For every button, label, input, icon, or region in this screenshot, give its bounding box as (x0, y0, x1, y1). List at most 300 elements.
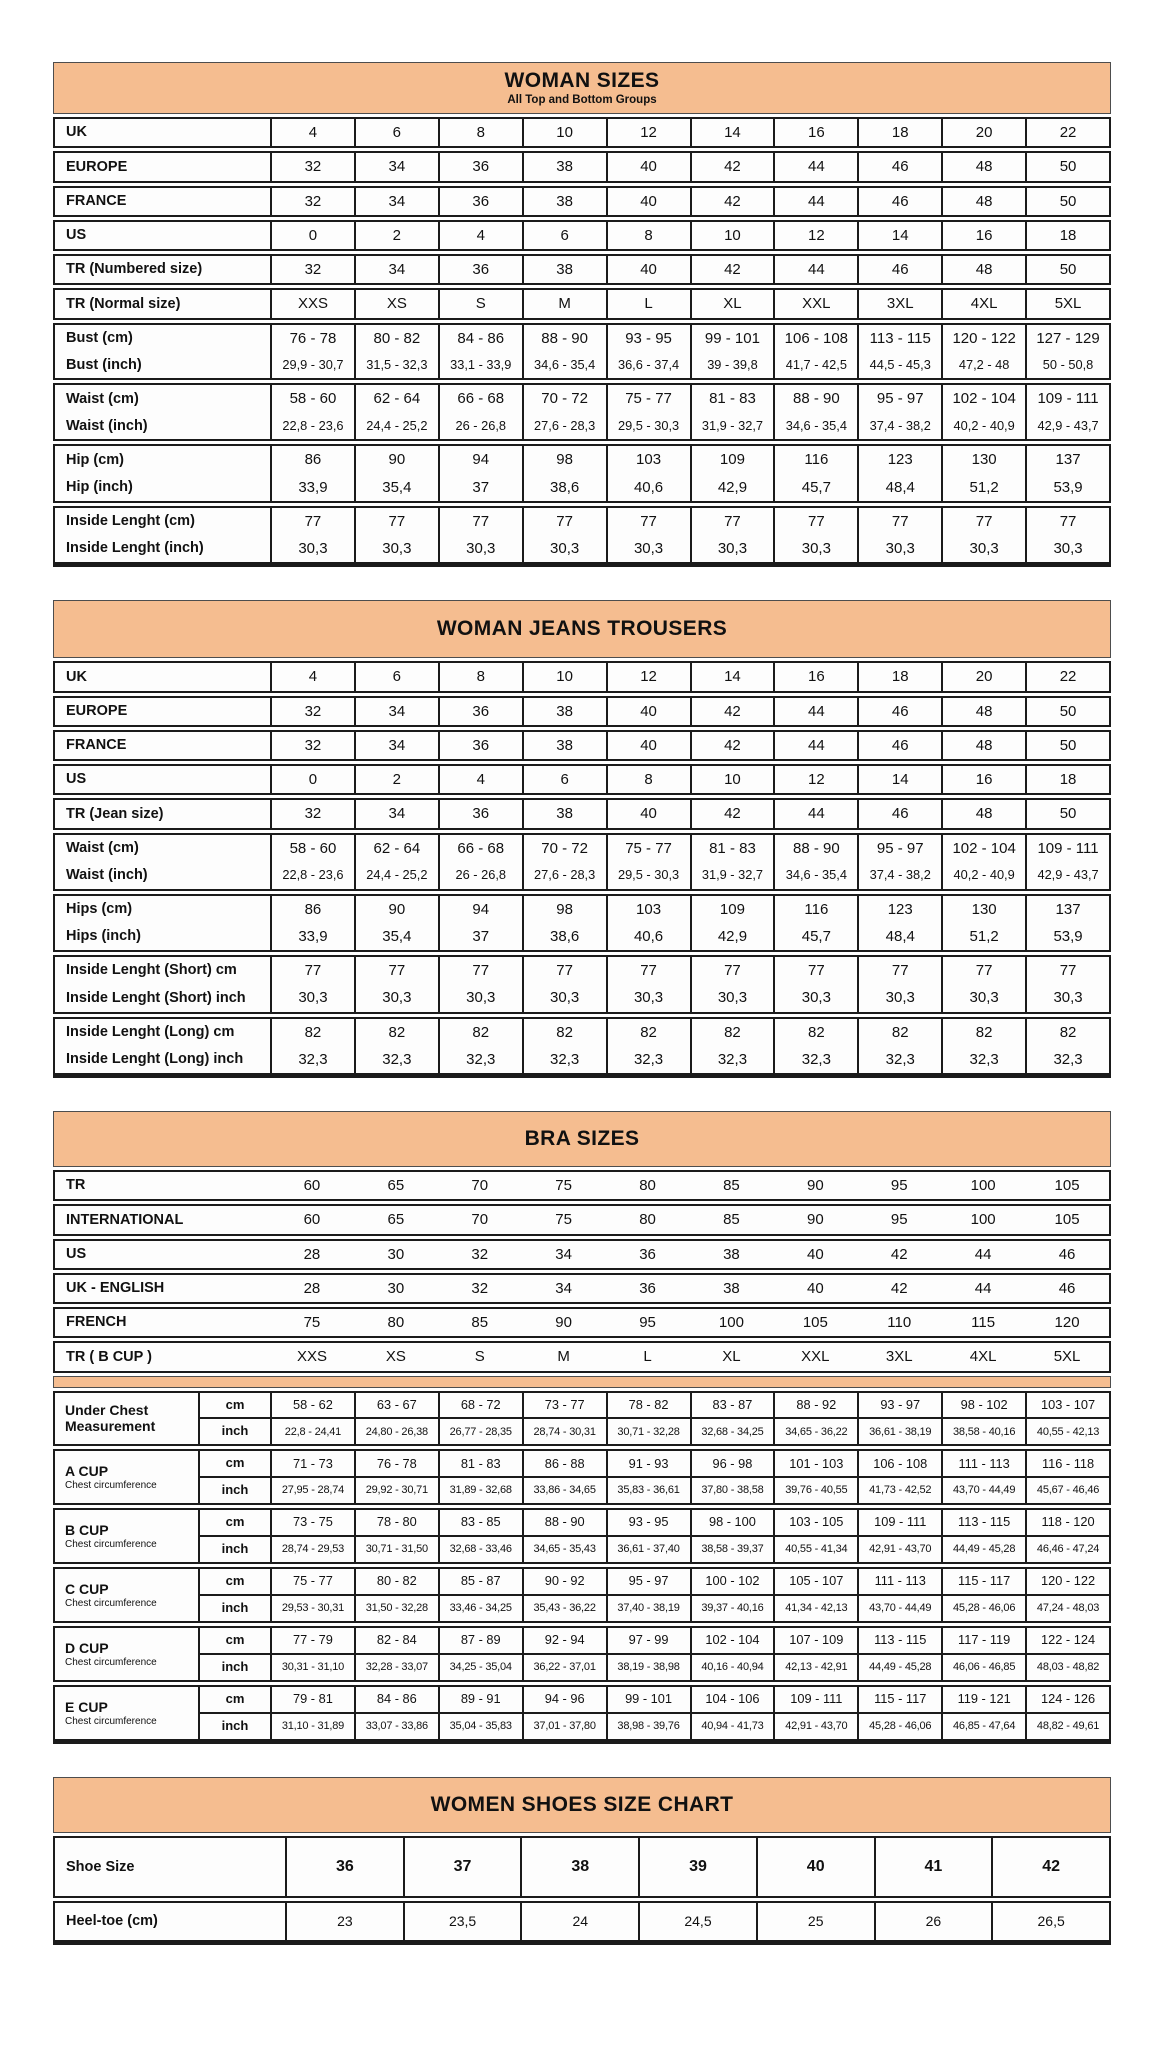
size-cell: 40,55 - 42,13 (1025, 1417, 1109, 1444)
table-rows (53, 1170, 1111, 1373)
size-cell: 32 (270, 732, 354, 759)
size-cell: 12 (606, 663, 690, 690)
size-cell: 116 (773, 446, 857, 473)
size-cell: S (474, 1348, 485, 1366)
size-cell: 130 (941, 446, 1025, 473)
size-cell: 109 (690, 446, 774, 473)
size-cell: 39 (638, 1838, 756, 1896)
table-row-group (53, 1307, 1111, 1338)
size-cell: 70 - 72 (522, 835, 606, 862)
size-cell: 44 (974, 1245, 992, 1263)
size-cell: 32,3 (438, 1046, 522, 1073)
size-cell: 37 (403, 1838, 521, 1896)
size-cell: 42,9 (690, 923, 774, 950)
size-cell: 42 (690, 800, 774, 827)
size-cell: 16 (773, 119, 857, 146)
size-cell: 46,46 - 47,24 (1025, 1535, 1109, 1562)
size-cell: 76 - 78 (354, 1451, 438, 1476)
row-label: US (66, 1245, 87, 1262)
size-cell: 42 (690, 188, 774, 215)
size-cell: 71 - 73 (270, 1451, 354, 1476)
size-cell: 30,3 (857, 984, 941, 1011)
row-label: Waist (inch) (66, 866, 148, 883)
cup-label (55, 1451, 198, 1503)
size-cell: 31,9 - 32,7 (690, 413, 774, 440)
size-cell: 110 (887, 1314, 912, 1332)
size-cell: 10 (690, 766, 774, 793)
cup-label (55, 1393, 198, 1445)
size-cell: 36 (639, 1279, 656, 1297)
size-cell: 42 (890, 1279, 908, 1297)
size-cell: 109 - 111 (857, 1510, 941, 1535)
row-label: UK (66, 668, 87, 685)
row-label: UK - ENGLISH (66, 1280, 165, 1297)
size-cell: 104 - 106 (690, 1687, 774, 1712)
size-cell: 24,5 (638, 1903, 756, 1940)
size-cell: 22,8 - 23,6 (270, 413, 354, 440)
size-cell: 77 (857, 508, 941, 535)
size-cell: 80 - 82 (354, 325, 438, 352)
size-cell: 77 (1025, 508, 1109, 535)
size-cell: 37 (438, 474, 522, 501)
size-cell: XL (690, 290, 774, 317)
size-cell: 30,3 (270, 984, 354, 1011)
size-cell: 26 (874, 1903, 992, 1940)
size-cell: 33,07 - 33,86 (354, 1712, 438, 1739)
size-cell: 33,9 (270, 923, 354, 950)
cup-name: D CUP (65, 1639, 109, 1656)
size-cell: 4 (438, 766, 522, 793)
table-row-group (53, 288, 1111, 319)
unit-label: inch (198, 1417, 270, 1444)
size-cell: 63 - 67 (354, 1393, 438, 1418)
size-cell: 82 (941, 1019, 1025, 1046)
size-cell: 36,6 - 37,4 (606, 352, 690, 379)
size-cell: 34,65 - 36,22 (773, 1417, 857, 1444)
size-cell: 46 (857, 698, 941, 725)
size-cell: 40 (606, 698, 690, 725)
size-cell: 113 - 115 (857, 325, 941, 352)
size-cell: 77 (354, 508, 438, 535)
row-label: US (66, 227, 87, 244)
table-rows (53, 117, 1111, 567)
size-cell: 14 (690, 663, 774, 690)
size-cell: XXS (270, 290, 354, 317)
size-cell: 23,5 (403, 1903, 521, 1940)
size-cell: 34,25 - 35,04 (438, 1653, 522, 1680)
row-label: TR (Normal size) (66, 295, 181, 312)
cup-sublabel: Chest circumference (65, 1597, 157, 1609)
size-cell: 127 - 129 (1025, 325, 1109, 352)
size-cell: 60 (303, 1177, 321, 1195)
size-cell: 38,58 - 40,16 (941, 1417, 1025, 1444)
size-cell: 37,4 - 38,2 (857, 413, 941, 440)
size-cell: 103 (606, 896, 690, 923)
size-cell: 89 - 91 (438, 1687, 522, 1712)
table-header (53, 1777, 1111, 1833)
table-row-group (53, 1273, 1111, 1304)
size-cell: 79 - 81 (270, 1687, 354, 1712)
size-cell: 40 (606, 256, 690, 283)
size-cell: 36,22 - 37,01 (522, 1653, 606, 1680)
size-cell: 48,4 (857, 923, 941, 950)
size-cell: 46 (857, 732, 941, 759)
size-cell: 105 (1054, 1211, 1080, 1229)
bra-sizes-table (53, 1111, 1111, 1744)
row-label: TR (66, 1177, 86, 1194)
size-cell: 35,04 - 35,83 (438, 1712, 522, 1739)
size-cell: 105 (1054, 1177, 1080, 1195)
size-cell: 42,9 (690, 474, 774, 501)
size-cell: 50 (1025, 256, 1109, 283)
size-cell: 83 - 87 (690, 1393, 774, 1418)
size-cell: 8 (438, 663, 522, 690)
size-cell: 85 (723, 1211, 740, 1229)
size-cell: 30,3 (857, 535, 941, 562)
size-cell: 4XL (969, 1348, 997, 1366)
size-cell: 87 - 89 (438, 1628, 522, 1653)
size-cell: 38 (522, 698, 606, 725)
size-cell: 30,3 (606, 984, 690, 1011)
size-cell: 12 (773, 222, 857, 249)
size-cell: 34 (354, 256, 438, 283)
size-cell: 92 - 94 (522, 1628, 606, 1653)
table-row-group (53, 730, 1111, 761)
size-cell: 30,3 (690, 984, 774, 1011)
size-cell: 77 (941, 508, 1025, 535)
unit-label: cm (198, 1510, 270, 1535)
size-cell: 42,91 - 43,70 (857, 1535, 941, 1562)
size-cell: XXL (773, 290, 857, 317)
size-cell: 93 - 95 (606, 325, 690, 352)
size-cell: 30,3 (1025, 535, 1109, 562)
size-cell: 22,8 - 24,41 (270, 1417, 354, 1444)
table-row-group (53, 764, 1111, 795)
row-label: US (66, 771, 87, 788)
size-cell: 32,3 (522, 1046, 606, 1073)
size-cell: 82 (773, 1019, 857, 1046)
size-cell: 78 - 82 (606, 1393, 690, 1418)
separator-band (53, 1376, 1111, 1388)
size-chart-page (53, 0, 1111, 1990)
size-cell: XXL (801, 1348, 830, 1366)
row-label: Inside Lenght (Long) inch (66, 1051, 244, 1068)
cup-label (55, 1569, 198, 1621)
size-cell: 40,2 - 40,9 (941, 862, 1025, 889)
size-cell: 36 (438, 800, 522, 827)
size-cell: 38,6 (522, 474, 606, 501)
size-cell: 48,03 - 48,82 (1025, 1653, 1109, 1680)
size-cell: 106 - 108 (857, 1451, 941, 1476)
size-cell: L (606, 290, 690, 317)
size-cell: 48 (941, 800, 1025, 827)
size-cell: 109 - 111 (773, 1687, 857, 1712)
size-cell: 82 (690, 1019, 774, 1046)
size-cell: 40 (606, 732, 690, 759)
size-cell: 6 (354, 663, 438, 690)
size-cell: 34 (555, 1279, 572, 1297)
size-cell: 31,50 - 32,28 (354, 1594, 438, 1621)
size-cell: 4 (438, 222, 522, 249)
size-cell: 43,70 - 44,49 (857, 1594, 941, 1621)
size-cell: 24,4 - 25,2 (354, 413, 438, 440)
size-cell: 5XL (1053, 1348, 1081, 1366)
table-row-group (53, 1508, 1111, 1564)
size-cell: 24 (520, 1903, 638, 1940)
row-label: TR ( B CUP ) (66, 1348, 152, 1365)
table-row-group (53, 220, 1111, 251)
size-cell: 29,5 - 30,3 (606, 413, 690, 440)
table-row-group (53, 1836, 1111, 1898)
size-cell: 95 (890, 1211, 908, 1229)
size-cell: 42,9 - 43,7 (1025, 862, 1109, 889)
size-cell: 66 - 68 (438, 835, 522, 862)
size-cell: 82 (1025, 1019, 1109, 1046)
row-label: Inside Lenght (Short) cm (66, 962, 237, 979)
size-cell: 46 (1058, 1279, 1076, 1297)
size-cell: 81 - 83 (690, 835, 774, 862)
size-cell: 34 (354, 153, 438, 180)
size-cell: 102 - 104 (690, 1628, 774, 1653)
size-cell: 93 - 97 (857, 1393, 941, 1418)
unit-label: inch (198, 1712, 270, 1739)
size-cell: 45,28 - 46,06 (857, 1712, 941, 1739)
size-cell: 36 (438, 153, 522, 180)
size-cell: 28,74 - 29,53 (270, 1535, 354, 1562)
size-cell: 118 - 120 (1025, 1510, 1109, 1535)
size-cell: 50 (1025, 698, 1109, 725)
size-cell: 2 (354, 222, 438, 249)
size-cell: 35,4 (354, 474, 438, 501)
size-cell: 34,65 - 35,43 (522, 1535, 606, 1562)
size-cell: 68 - 72 (438, 1393, 522, 1418)
size-cell: 103 - 107 (1025, 1393, 1109, 1418)
size-cell: 32 (270, 800, 354, 827)
size-cell: 77 (690, 508, 774, 535)
size-cell: 33,86 - 34,65 (522, 1476, 606, 1503)
size-cell: 28 (303, 1245, 321, 1263)
table-row-group (53, 1341, 1111, 1372)
size-cell: 28 (303, 1279, 321, 1297)
cup-label (55, 1687, 198, 1739)
size-cell: 40 (606, 153, 690, 180)
size-cell: 10 (690, 222, 774, 249)
size-cell: 101 - 103 (773, 1451, 857, 1476)
size-cell: 44,5 - 45,3 (857, 352, 941, 379)
unit-label: cm (198, 1393, 270, 1418)
row-label: Hip (cm) (66, 451, 124, 468)
size-cell: 6 (522, 766, 606, 793)
row-label: Bust (inch) (66, 356, 142, 373)
size-cell: 76 - 78 (270, 325, 354, 352)
table-row-group (53, 186, 1111, 217)
size-cell: 18 (1025, 222, 1109, 249)
size-cell: 120 - 122 (1025, 1569, 1109, 1594)
size-cell: 2 (354, 766, 438, 793)
size-cell: 115 - 117 (941, 1569, 1025, 1594)
row-label: Bust (cm) (66, 329, 133, 346)
size-cell: 58 - 62 (270, 1393, 354, 1418)
size-cell: 116 (773, 896, 857, 923)
size-cell: 32,3 (690, 1046, 774, 1073)
size-cell: 12 (773, 766, 857, 793)
size-cell: 16 (941, 222, 1025, 249)
size-cell: 94 - 96 (522, 1687, 606, 1712)
size-cell: 96 - 98 (690, 1451, 774, 1476)
size-cell: 90 (555, 1314, 572, 1332)
cup-sublabel: Chest circumference (65, 1656, 157, 1668)
size-cell: 36,61 - 38,19 (857, 1417, 941, 1444)
size-cell: 30,3 (690, 535, 774, 562)
size-cell: 38,19 - 38,98 (606, 1653, 690, 1680)
table-rows (53, 1836, 1111, 1945)
size-cell: 38 (723, 1279, 740, 1297)
size-cell: 70 - 72 (522, 385, 606, 412)
size-cell: 93 - 95 (606, 1510, 690, 1535)
size-cell: 37,4 - 38,2 (857, 862, 941, 889)
size-cell: 115 - 117 (857, 1687, 941, 1712)
size-cell: 58 - 60 (270, 385, 354, 412)
size-cell: 86 (270, 446, 354, 473)
table-title: WOMAN JEANS TROUSERS (436, 617, 728, 641)
size-cell: 36 (639, 1245, 656, 1263)
size-cell: 70 (471, 1211, 489, 1229)
table-row-group (53, 1626, 1111, 1682)
size-cell: 30,3 (522, 984, 606, 1011)
woman-jeans-table (53, 600, 1111, 1078)
size-cell: 30,3 (438, 535, 522, 562)
row-label: TR (Jean size) (66, 805, 164, 822)
table-row-group (53, 661, 1111, 692)
size-cell: 30,71 - 31,50 (354, 1535, 438, 1562)
size-cell: 33,1 - 33,9 (438, 352, 522, 379)
table-row-group (53, 955, 1111, 1014)
size-cell: 46 (1058, 1245, 1076, 1263)
size-cell: 82 (438, 1019, 522, 1046)
size-cell: 86 (270, 896, 354, 923)
table-header (53, 62, 1111, 114)
size-cell: 36 (285, 1838, 403, 1896)
table-title: WOMEN SHOES SIZE CHART (430, 1792, 734, 1816)
size-cell: 31,10 - 31,89 (270, 1712, 354, 1739)
size-cell: 37 (438, 923, 522, 950)
size-cell: 6 (354, 119, 438, 146)
size-cell: 28,74 - 30,31 (522, 1417, 606, 1444)
table-row-group (53, 506, 1111, 568)
size-cell: 23 (285, 1903, 403, 1940)
size-cell: 30,3 (354, 984, 438, 1011)
size-cell: 75 (303, 1314, 321, 1332)
size-cell: 44 (773, 698, 857, 725)
size-cell: 88 - 90 (522, 325, 606, 352)
size-cell: 75 - 77 (606, 385, 690, 412)
size-cell: 94 (438, 446, 522, 473)
size-cell: 32,3 (606, 1046, 690, 1073)
cup-sublabel: Chest circumference (65, 1539, 157, 1550)
size-cell: 84 - 86 (354, 1687, 438, 1712)
size-cell: 44 (773, 256, 857, 283)
size-cell: 30,3 (773, 535, 857, 562)
size-cell: 98 (522, 446, 606, 473)
size-cell: 14 (690, 119, 774, 146)
size-cell: 31,89 - 32,68 (438, 1476, 522, 1503)
size-cell: 30,3 (941, 535, 1025, 562)
row-label: EUROPE (66, 702, 128, 719)
size-cell: 51,2 (941, 923, 1025, 950)
table-row-group (53, 1567, 1111, 1623)
size-cell: 36,61 - 37,40 (606, 1535, 690, 1562)
size-cell: 37,80 - 38,58 (690, 1476, 774, 1503)
size-cell: 100 (718, 1314, 744, 1332)
size-cell: 8 (606, 766, 690, 793)
table-title: BRA SIZES (524, 1127, 640, 1151)
size-cell: 98 - 100 (690, 1510, 774, 1535)
size-cell: S (438, 290, 522, 317)
size-cell: 37,01 - 37,80 (522, 1712, 606, 1739)
size-cell: 6 (522, 222, 606, 249)
size-cell: 30,31 - 31,10 (270, 1653, 354, 1680)
size-cell: 111 - 113 (941, 1451, 1025, 1476)
size-cell: 35,4 (354, 923, 438, 950)
size-cell: 88 - 90 (773, 835, 857, 862)
size-cell: 42 (690, 732, 774, 759)
size-cell: 80 - 82 (354, 1569, 438, 1594)
size-cell: 4XL (941, 290, 1025, 317)
size-cell: 85 - 87 (438, 1569, 522, 1594)
size-cell: 30 (387, 1279, 405, 1297)
size-cell: 34,6 - 35,4 (522, 352, 606, 379)
size-cell: 32,3 (941, 1046, 1025, 1073)
row-label: FRANCE (66, 192, 127, 209)
size-cell: XS (354, 290, 438, 317)
size-cell: 109 (690, 896, 774, 923)
size-cell: 77 (270, 957, 354, 984)
unit-label: inch (198, 1476, 270, 1503)
cup-name: Under Chest Measurement (65, 1402, 156, 1435)
size-cell: 85 (723, 1177, 740, 1195)
size-cell: 3XL (857, 290, 941, 317)
size-cell: 80 (639, 1211, 656, 1229)
size-cell: 117 - 119 (941, 1628, 1025, 1653)
size-cell: 82 - 84 (354, 1628, 438, 1653)
size-cell: 98 (522, 896, 606, 923)
size-cell: 44 (773, 188, 857, 215)
size-cell: 10 (522, 663, 606, 690)
cup-label (55, 1628, 198, 1680)
size-cell: 36 (438, 732, 522, 759)
size-cell: 8 (438, 119, 522, 146)
size-cell: 81 - 83 (438, 1451, 522, 1476)
size-cell: 40 (606, 188, 690, 215)
size-cell: 27,95 - 28,74 (270, 1476, 354, 1503)
size-cell: 106 - 108 (773, 325, 857, 352)
size-cell: 90 (807, 1211, 824, 1229)
size-cell: 82 (354, 1019, 438, 1046)
size-cell: 109 - 111 (1025, 385, 1109, 412)
size-cell: 45,67 - 46,46 (1025, 1476, 1109, 1503)
size-cell: 77 (438, 508, 522, 535)
table-rows (53, 1391, 1111, 1744)
size-cell: 5XL (1025, 290, 1109, 317)
size-cell: 95 - 97 (857, 385, 941, 412)
size-cell: 42,13 - 42,91 (773, 1653, 857, 1680)
size-cell: 77 (354, 957, 438, 984)
row-label: FRANCE (66, 737, 127, 754)
size-cell: 36 (438, 188, 522, 215)
size-cell: 42 (690, 153, 774, 180)
table-row-group (53, 323, 1111, 381)
size-cell: 105 (802, 1314, 828, 1332)
